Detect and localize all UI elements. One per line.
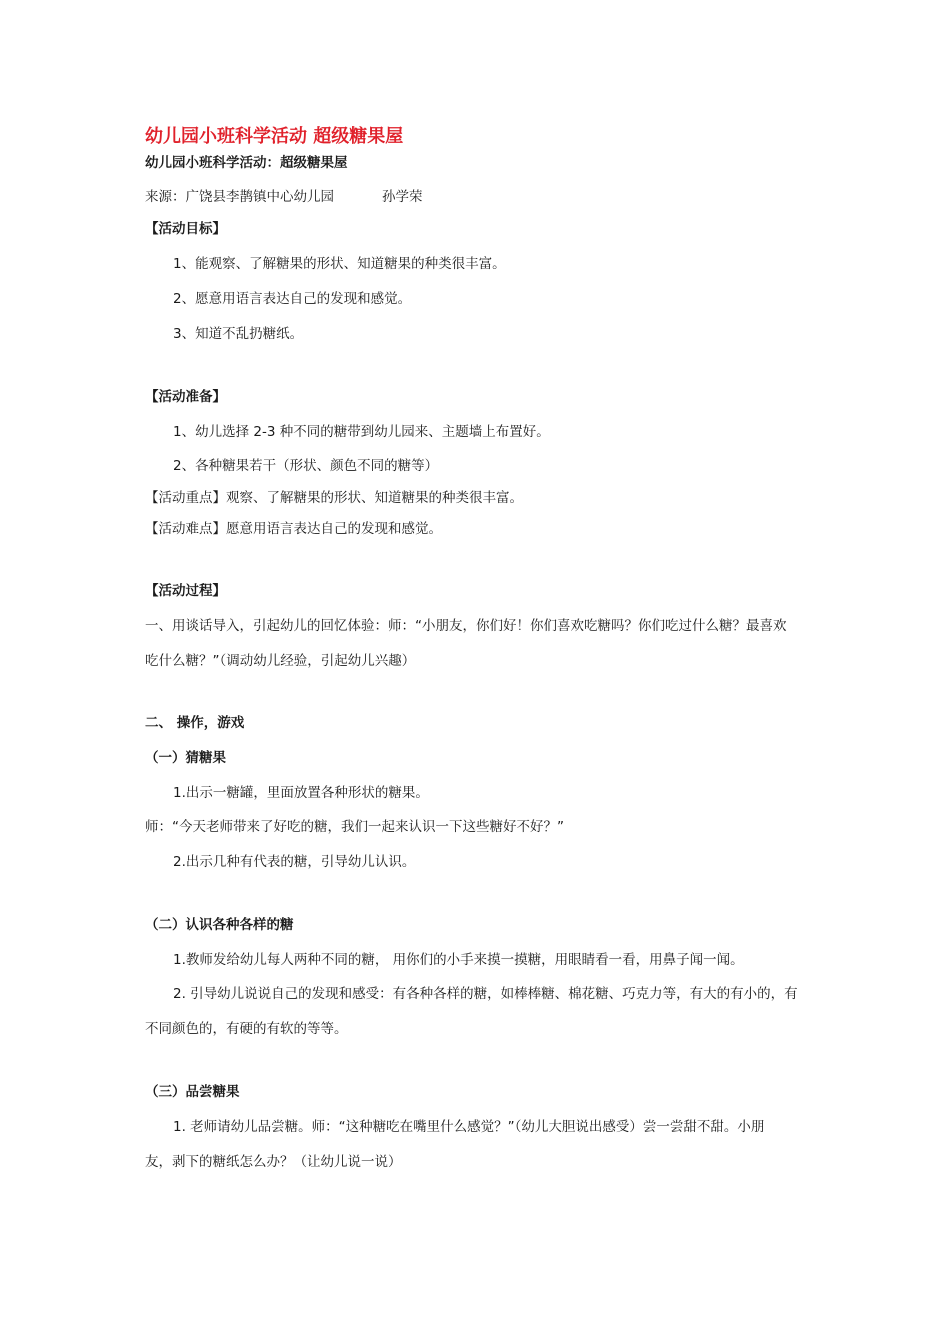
process-heading: 【活动过程】	[145, 583, 226, 599]
process-intro-line: 一、用谈话导入，引起幼儿的回忆体验：师：“小朋友，你们好！你们喜欢吃糖吗？你们吃过什么糖？最喜欢	[145, 618, 787, 634]
prep-heading: 【活动准备】	[145, 389, 226, 405]
section-heading-know-candy: （二）认识各种各样的糖	[145, 917, 294, 933]
goal-item: 2、愿意用语言表达自己的发现和感觉。	[173, 291, 412, 307]
key-point: 【活动重点】观察、了解糖果的形状、知道糖果的种类很丰富。	[145, 490, 523, 506]
goals-heading: 【活动目标】	[145, 221, 226, 237]
goal-item: 1、能观察、了解糖果的形状、知道糖果的种类很丰富。	[173, 256, 506, 272]
section-line: 师：“今天老师带来了好吃的糖，我们一起来认识一下这些糖好不好？”	[145, 819, 564, 835]
section-line: 不同颜色的，有硬的有软的等等。	[145, 1021, 348, 1037]
section-line: 1. 老师请幼儿品尝糖。师：“这种糖吃在嘴里什么感觉？”（幼儿大胆说出感受）尝一尝甜不甜。小朋	[173, 1119, 765, 1135]
section-heading-guess-candy: （一）猜糖果	[145, 750, 226, 766]
document-subtitle: 幼儿园小班科学活动：超级糖果屋	[145, 155, 348, 171]
difficulty-point: 【活动难点】愿意用语言表达自己的发现和感觉。	[145, 521, 442, 537]
goal-item: 3、知道不乱扔糖纸。	[173, 326, 304, 342]
part2-heading: 二、 操作，游戏	[145, 715, 245, 731]
source-author: 孙学荣	[382, 189, 423, 205]
prep-item: 2、各种糖果若干（形状、颜色不同的糖等）	[173, 458, 439, 474]
section-line: 2.出示几种有代表的糖，引导幼儿认识。	[173, 854, 416, 870]
source-line	[145, 188, 815, 206]
document-title: 幼儿园小班科学活动 超级糖果屋	[145, 126, 404, 147]
prep-item: 1、幼儿选择 2-3 种不同的糖带到幼儿园来、主题墙上布置好。	[173, 424, 550, 440]
section-line: 1.教师发给幼儿每人两种不同的糖， 用你们的小手来摸一摸糖，用眼睛看一看，用鼻子闻一闻。	[173, 952, 744, 968]
section-heading-taste-candy: （三）品尝糖果	[145, 1084, 240, 1100]
process-intro-line: 吃什么糖？”（调动幼儿经验，引起幼儿兴趣）	[145, 653, 416, 669]
section-line: 友，剥下的糖纸怎么办？（让幼儿说一说）	[145, 1154, 402, 1170]
section-line: 2. 引导幼儿说说自己的发现和感受：有各种各样的糖，如棒棒糖、棉花糖、巧克力等，有大的有小的，有	[173, 986, 798, 1002]
section-line: 1.出示一糖罐，里面放置各种形状的糖果。	[173, 785, 429, 801]
source-prefix: 来源：广饶县李鹊镇中心幼儿园	[145, 189, 334, 205]
